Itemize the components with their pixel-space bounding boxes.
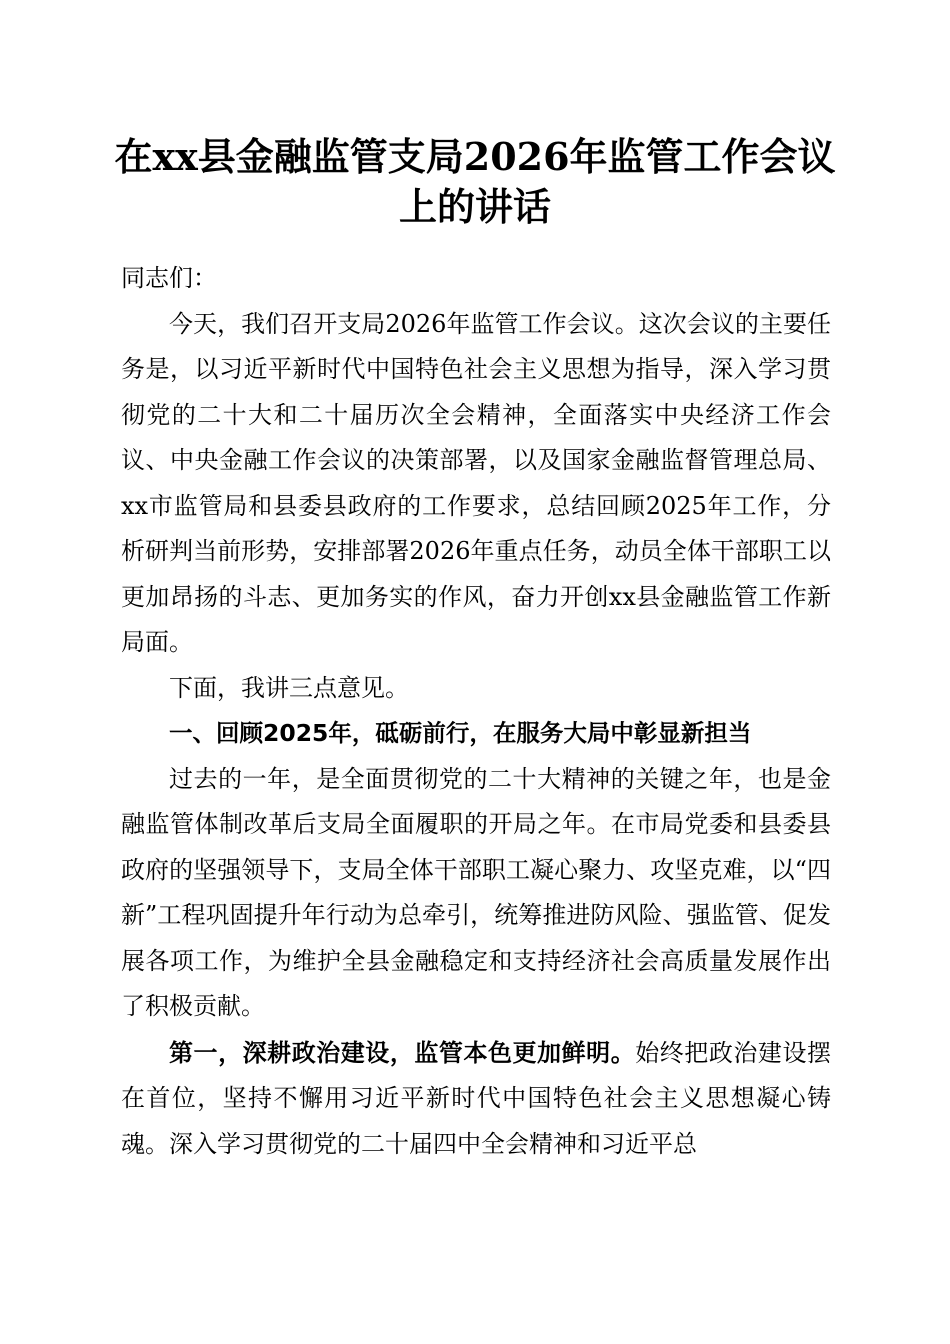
intro-paragraph: 今天，我们召开支局2026年监管工作会议。这次会议的主要任务是，以习近平新时代中国特色社会主义思想为指导，深入学习贯彻党的二十大和二十届历次全会精神，全面落实中央经济工作会议、中央金融工作会议的决策部署，以及国家金融监督管理总局、xx市监管局和县委县政府的工作要求，总结回顾2025年工作，分析研判当前形势，安排部署2026年重点任务，动员全体干部职工以更加昂扬的斗志、更加务实的作风，奋力开创xx县金融监管工作新局面。: [121, 309, 831, 656]
document-title: 在xx县金融监管支局2026年监管工作会议上的讲话: [114, 134, 836, 229]
section-heading: 一、回顾2025年，砥砺前行，在服务大局中彰显新担当: [169, 719, 752, 747]
document-body: [121, 256, 831, 1167]
point-paragraph: [121, 1030, 831, 1168]
point-body: 始终把政治建设摆在首位，坚持不懈用习近平新时代中国特色社会主义思想凝心铸魂。深入学习贯彻党的二十届四中全会精神和习近平总: [121, 1038, 832, 1158]
salutation: 同志们：: [121, 264, 217, 292]
outline-paragraph: 下面，我讲三点意见。: [169, 673, 409, 702]
point-lead: 第一，深耕政治建设，监管本色更加鲜明。: [169, 1037, 636, 1067]
section-paragraph: 过去的一年，是全面贯彻党的二十大精神的关键之年，也是金融监管体制改革后支局全面履职的开局之年。在市局党委和县委县政府的坚强领导下，支局全体干部职工凝心聚力、攻坚克难，以“四新”工程巩固提升年行动为总牵引，统筹推进防风险、强监管、促发展各项工作，为维护全县金融稳定和支持经济社会高质量发展作出了积极贡献。: [121, 764, 831, 1020]
